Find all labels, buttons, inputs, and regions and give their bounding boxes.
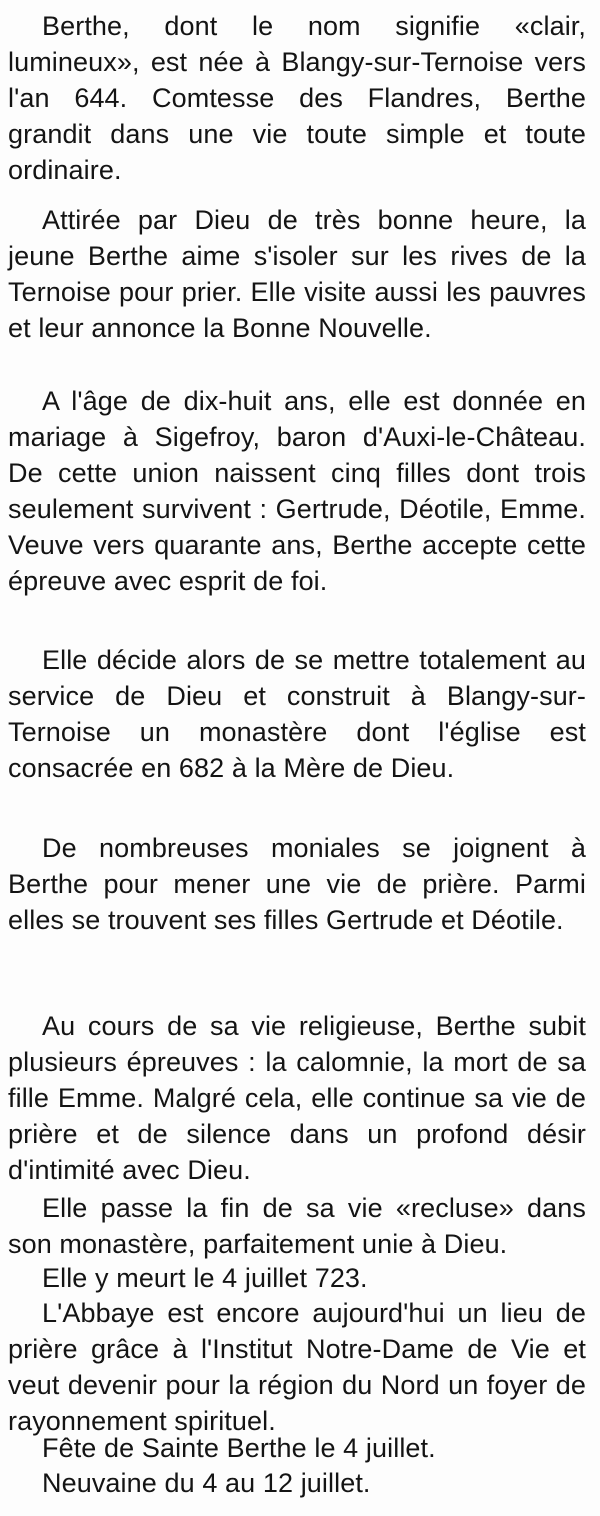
- paragraph-youth: Attirée par Dieu de très bonne heure, la jeune Berthe aime s'isoler sur les rives de la Ternoise pour prier. Elle visite aussi les pauvres et leur annonce la Bonne Nouvelle.: [8, 205, 586, 343]
- paragraph-marriage: A l'âge de dix-huit ans, elle est donnée en mariage à Sigefroy, baron d'Auxi-le-Château. De cette union naissent cinq filles dont trois seulement survivent : Gertrude, Déotile, Emme. Veuve vers quarante ans, Berthe accepte cette épreuve avec esprit de foi.: [8, 386, 586, 596]
- paragraph-monastery: Elle décide alors de se mettre totalement au service de Dieu et construit à Blangy-sur-Ternoise un monastère dont l'église est consacrée en 682 à la Mère de Dieu.: [8, 645, 586, 783]
- paragraph-abbey: L'Abbaye est encore aujourd'hui un lieu de prière grâce à l'Institut Notre-Dame de Vie et veut devenir pour la région du Nord un foyer de rayonnement spirituel.: [8, 1298, 586, 1436]
- paragraph-feast-day: Fête de Sainte Berthe le 4 juillet.: [42, 1433, 436, 1463]
- paragraph-nuns: De nombreuses moniales se joignent à Berthe pour mener une vie de prière. Parmi elles se trouvent ses filles Gertrude et Déotile.: [8, 833, 586, 935]
- paragraph-recluse: Elle passe la fin de sa vie «recluse» dans son monastère, parfaitement unie à Dieu.: [8, 1193, 586, 1259]
- paragraph-novena: Neuvaine du 4 au 12 juillet.: [42, 1468, 371, 1498]
- paragraph-trials: Au cours de sa vie religieuse, Berthe subit plusieurs épreuves : la calomnie, la mort de sa fille Emme. Malgré cela, elle continue sa vie de prière et de silence dans un profond désir d'intimité avec Dieu.: [8, 1011, 586, 1185]
- paragraph-birth: Berthe, dont le nom signifie «clair, lumineux», est née à Blangy-sur-Ternoise vers l'an 644. Comtesse des Flandres, Berthe grandit dans une vie toute simple et toute ordinaire.: [8, 11, 586, 185]
- paragraph-death: Elle y meurt le 4 juillet 723.: [42, 1263, 368, 1293]
